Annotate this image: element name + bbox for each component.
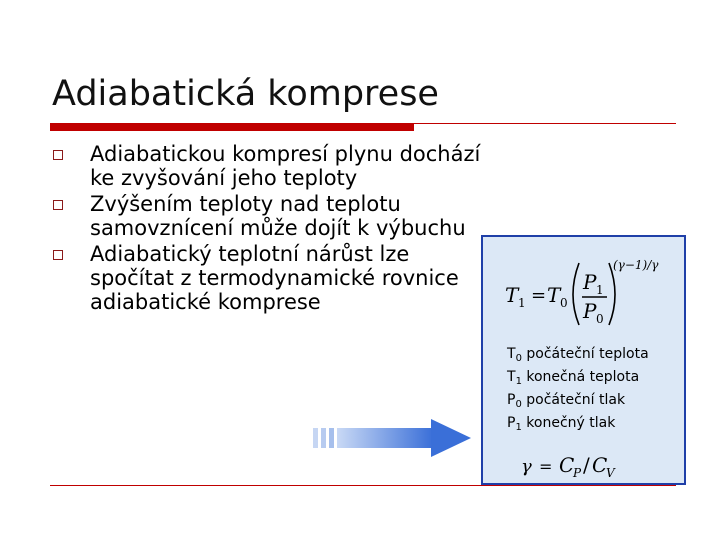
bullet-item <box>50 142 490 190</box>
eq-num-sub: 1 <box>596 283 604 297</box>
left-paren <box>573 263 579 325</box>
eq-den-sub: 0 <box>596 312 604 326</box>
legend-item: $P_0$ počáteční tlak <box>507 392 626 410</box>
eq-den: P <box>583 299 597 323</box>
eq-rhs: T <box>547 283 561 307</box>
title-underline-thin <box>414 123 676 124</box>
title-underline-thick <box>50 123 414 131</box>
formula-box <box>481 235 686 485</box>
gamma-cv: C <box>592 453 608 477</box>
legend-item: $T_0$ počáteční teplota <box>507 346 649 364</box>
bullet-item <box>50 242 490 314</box>
legend-item: $T_1$ konečná teplota <box>507 369 640 387</box>
arrow-right-icon <box>313 418 473 462</box>
square-bullet-icon <box>53 200 63 210</box>
eq-lhs-sub: 1 <box>518 296 526 310</box>
bullet-text: Adiabatický teplotní nárůst lze spočítat z termodynamické rovnice adiabatické komprese <box>90 242 459 314</box>
right-paren <box>609 263 615 325</box>
gamma-cp-sub: P <box>573 466 582 480</box>
bullet-text: Zvýšením teploty nad teplotu samovznícení může dojít k výbuchu <box>90 192 466 240</box>
bottom-rule <box>50 485 676 486</box>
bullet-list <box>50 142 490 314</box>
gamma-equals: = <box>539 457 553 476</box>
eq-exponent: (γ−1)/γ <box>613 258 659 272</box>
square-bullet-icon <box>53 250 63 260</box>
eq-rhs-sub: 0 <box>560 296 568 310</box>
slide-title: Adiabatická komprese <box>52 74 439 114</box>
eq-equals: = <box>531 285 547 306</box>
eq-lhs: T <box>505 283 519 307</box>
gamma-lhs: γ <box>521 456 532 477</box>
square-bullet-icon <box>53 150 63 160</box>
legend-item: $P_1$ konečný tlak <box>507 415 616 433</box>
bullet-text: Adiabatickou kompresí plynu dochází ke zvyšování jeho teploty <box>90 142 481 190</box>
gamma-cp: C <box>559 453 575 477</box>
bullet-item <box>50 192 490 240</box>
variable-legend <box>507 343 649 435</box>
eq-num: P <box>583 270 597 294</box>
gamma-slash: / <box>583 453 590 477</box>
gamma-cv-sub: V <box>606 466 615 480</box>
